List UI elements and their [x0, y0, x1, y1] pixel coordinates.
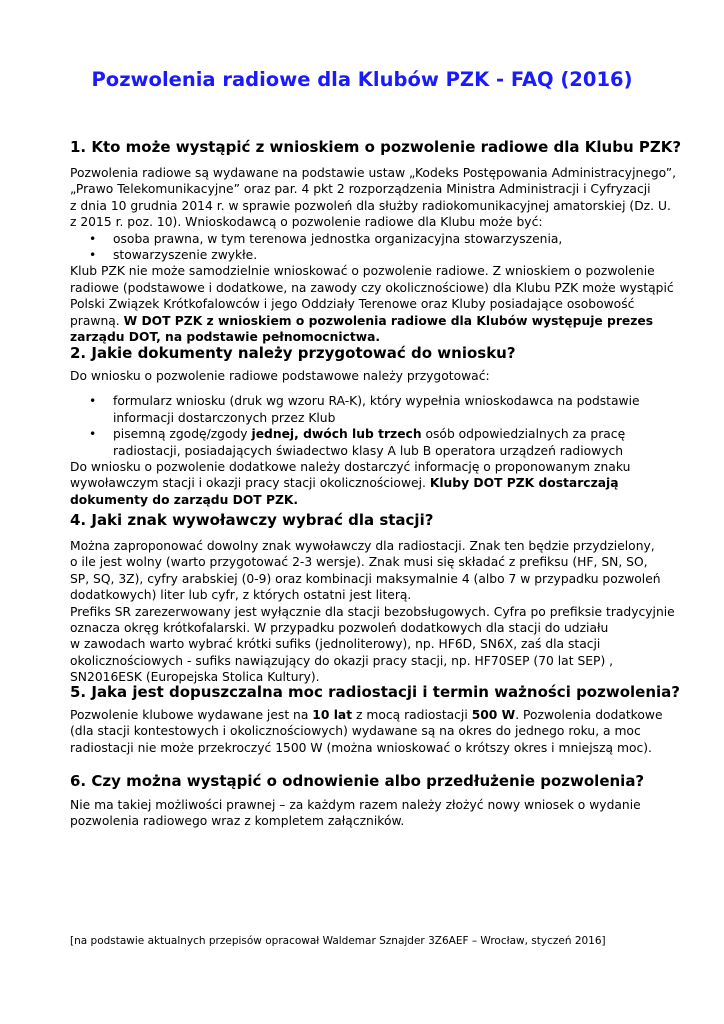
text-line: o ile jest wolny (warto przygotować 2-3 wersje). Znak musi się składać z prefiksu (HF, SN, SO,: [70, 555, 648, 570]
text-line: radiostacji nie może przekroczyć 1500 W (można wnioskować o krótszy okres i mniejszą moc).: [70, 740, 652, 755]
bullet-continuation: radiostacji, posiadających świadectwo klasy A lub B operatora urządzeń radiowych: [113, 443, 624, 458]
bold-text: zarządu DOT, na podstawie pełnomocnictwa.: [70, 330, 381, 345]
text-line: w zawodach warto wybrać krótki sufiks (jednoliterowy), np. HF6D, SN6X, zaś dla stacji: [70, 637, 601, 652]
text-line: (dla stacji kontestowych i okolicznościowych) wydawane są na okres do jednego roku, a moc: [70, 724, 641, 739]
text-line: [70, 492, 680, 508]
text-line: [70, 313, 680, 329]
bullet-item: • stowarzyszenie zwykłe.: [70, 247, 680, 263]
section-4-heading: 4. Jaki znak wywoławczy wybrać dla stacji?: [70, 511, 434, 529]
bullet-item: • osoba prawna, w tym terenowa jednostka organizacyjna stowarzyszenia,: [70, 231, 680, 247]
bullet-continuation: informacji dostarczonych przez Klub: [113, 410, 336, 425]
text-run: . Pozwolenia dodatkowe: [515, 708, 663, 722]
page-title: Pozwolenia radiowe dla Klubów PZK - FAQ (2016): [91, 68, 633, 91]
section-2-heading: 2. Jakie dokumenty należy przygotować do wniosku?: [70, 344, 516, 362]
text-line: Do wniosku o pozwolenie dodatkowe należy dostarczyć informację o proponowanym znaku: [70, 460, 631, 475]
text-line: Polski Związek Krótkofalowców i jego Oddziały Terenowe oraz Kluby posiadające osobowość: [70, 297, 635, 312]
text-line: Pozwolenia radiowe są wydawane na podstawie ustaw „Kodeks Postępowania Administracyjnego”,: [70, 166, 677, 180]
text-line: Nie ma takiej możliwości prawnej – za każdym razem należy złożyć nowy wniosek o wydanie: [70, 798, 641, 812]
text-line: pozwolenia radiowego wraz z kompletem załączników.: [70, 814, 405, 829]
text-run: pisemną zgodę/zgody: [113, 427, 252, 442]
text-line: z dnia 10 grudnia 2014 r. w sprawie pozwoleń dla służby radiokomunikacyjnej amatorskiej (Dz. U.: [70, 198, 671, 213]
bullet-item: • formularz wniosku (druk wg wzoru RA-K), który wypełnia wnioskodawca na podstawie: [70, 393, 680, 409]
bold-text: W DOT PZK z wnioskiem o pozwolenia radiowe dla Klubów występuje prezes: [123, 313, 654, 328]
text-line: Można zaproponować dowolny znak wywoławczy dla radiostacji. Znak ten będzie przydzielony,: [70, 539, 655, 553]
text-line: Klub PZK nie może samodzielnie wnioskować o pozwolenie radiowe. Z wnioskiem o pozwolenie: [70, 264, 655, 279]
text-run: prawną.: [70, 313, 124, 328]
text-run: z mocą radiostacji: [352, 708, 472, 722]
text-line: dodatkowych) liter lub cyfr, z których ostatni jest literą.: [70, 588, 412, 603]
section-6-body: [70, 797, 680, 830]
footer-note: [na podstawie aktualnych przepisów opracował Waldemar Sznajder 3Z6AEF – Wrocław, styczeń 2016]: [70, 935, 606, 947]
bold-text: 500 W: [471, 708, 516, 722]
text-line: „Prawo Telekomunikacyjne” oraz par. 4 pkt 2 rozporządzenia Ministra Administracji i Cyfryzacji: [70, 182, 651, 197]
spacer: [70, 384, 680, 393]
text-line: SP, SQ, 3Z), cyfry arabskiej (0-9) oraz kombinacji maksymalnie 4 (albo 7 w przypadku pozwoleń: [70, 571, 661, 586]
bold-text: jednej, dwóch lub trzech: [251, 427, 422, 442]
text-line: [70, 475, 680, 491]
text-line: oznacza okręg krótkofalarski. W przypadku pozwoleń dodatkowych dla stacji do udziału: [70, 621, 609, 636]
bold-text: dokumenty do zarządu DOT PZK.: [70, 492, 299, 507]
text-line: okolicznościowych - sufiks nawiązujący do okazji pracy stacji, np. HF70SEP (70 lat SEP) ,: [70, 653, 614, 668]
text-line: Do wniosku o pozwolenie radiowe podstawowe należy przygotować:: [70, 369, 490, 383]
section-4-body: [70, 538, 680, 686]
bullet-item: [70, 426, 680, 442]
text-run: osób odpowiedzialnych za pracę: [421, 427, 626, 442]
section-1-heading: 1. Kto może wystąpić z wnioskiem o pozwolenie radiowe dla Klubu PZK?: [70, 138, 682, 156]
section-6-heading: 6. Czy można wystąpić o odnowienie albo przedłużenie pozwolenia?: [70, 772, 645, 790]
bold-text: Kluby DOT PZK dostarczają: [429, 476, 619, 491]
section-2-body: [70, 368, 680, 508]
section-5-heading: 5. Jaka jest dopuszczalna moc radiostacji i termin ważności pozwolenia?: [70, 683, 680, 701]
section-5-body: [70, 707, 680, 756]
text-line: SN2016ESK (Europejska Stolica Kultury).: [70, 670, 320, 685]
text-line: [70, 329, 680, 345]
text-line: Prefiks SR zarezerwowany jest wyłącznie dla stacji bezobsługowych. Cyfra po prefiksie tradycyjnie: [70, 604, 675, 619]
section-1-body: [70, 165, 680, 345]
text-line: [70, 707, 680, 723]
text-line: radiowe (podstawowe i dodatkowe, na zawody czy okolicznościowe) dla Klubu PZK może wystąpić: [70, 280, 674, 295]
text-run: wywoławczym stacji i okazji pracy stacji okolicznościowej.: [70, 476, 430, 491]
text-line: z 2015 r. poz. 10). Wnioskodawcą o pozwolenie radiowe dla Klubu może być:: [70, 215, 543, 230]
text-run: Pozwolenie klubowe wydawane jest na: [70, 708, 313, 722]
bold-text: 10 lat: [312, 708, 353, 722]
